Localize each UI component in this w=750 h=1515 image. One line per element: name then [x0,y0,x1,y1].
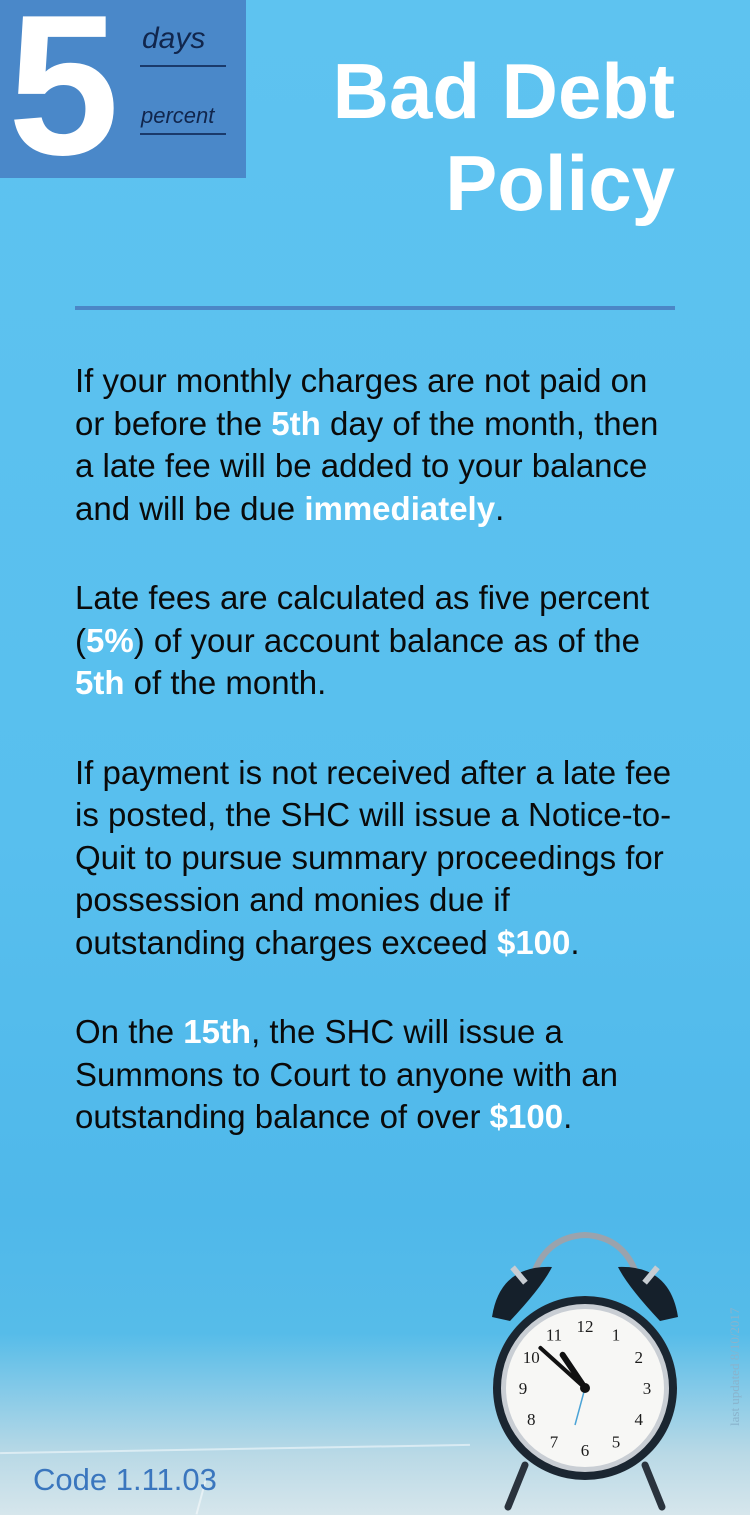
body-text-run: If payment is not received after a late fee is posted, the SHC will issue a Notice-to-Quit to pursue summary proceedings for possession and monies due if outstanding charges exceed [75,753,672,961]
body-text-run: of the month. [124,664,327,701]
clock-center-pin [580,1383,590,1393]
clock-number: 1 [611,1325,621,1345]
clock-number: 5 [611,1432,621,1452]
policy-paragraph-3 [75,752,685,965]
clock-handle [530,1235,640,1285]
last-updated-note: last updated 8/10/2017 [727,1307,742,1426]
badge-days-label: days [142,22,206,55]
highlighted-text: 5th [75,664,125,701]
highlighted-text: 15th [183,1013,252,1050]
body-text-run: . [563,1098,573,1135]
policy-paragraph-4 [75,1011,685,1139]
highlighted-text: $100 [496,923,571,961]
clock-number: 4 [634,1410,643,1429]
floor-board-line [0,1444,470,1454]
clock-number: 7 [549,1432,559,1452]
body-text-run: day of the month, then a late fee will be added to your balance and will be due [75,404,659,527]
clock-number: 6 [580,1441,590,1460]
body-text-run: . [570,923,580,961]
title-line-1: Bad Debt [332,47,675,135]
highlighted-text: immediately [304,489,496,527]
clock-leg-right [645,1465,662,1507]
badge-number: 5 [8,0,116,197]
body-text-run: , the SHC will issue a Summons to Court to anyone with an outstanding balance of over [75,1013,618,1135]
page-title [195,45,675,229]
body-text-run: Late fees are calculated as five percent ( [75,579,650,659]
policy-code: Code 1.11.03 [33,1462,217,1497]
clock-leg-left [508,1465,525,1507]
highlighted-text: 5th [271,404,321,442]
clock-number: 2 [634,1348,643,1367]
clock-number: 3 [642,1379,652,1398]
clock-number: 8 [527,1410,536,1429]
body-text-run: . [495,489,505,527]
highlighted-text: 5% [86,621,134,659]
alarm-clock-icon [470,1225,700,1515]
title-line-2: Policy [445,139,675,227]
badge-percent-label: percent [141,103,215,128]
clock-number: 10 [522,1348,540,1367]
body-text-run: On the [75,1013,184,1050]
policy-body [75,360,685,1186]
policy-paragraph-1 [75,360,685,530]
clock-number: 9 [518,1379,528,1398]
body-text-run: ) of your account balance as of the [133,621,641,659]
clock-number: 11 [545,1325,563,1345]
body-text-run: If your monthly charges are not paid on or before the [75,362,648,442]
policy-paragraph-2 [75,577,685,705]
clock-number: 12 [576,1317,594,1336]
title-divider [75,306,675,310]
highlighted-text: $100 [489,1098,564,1135]
